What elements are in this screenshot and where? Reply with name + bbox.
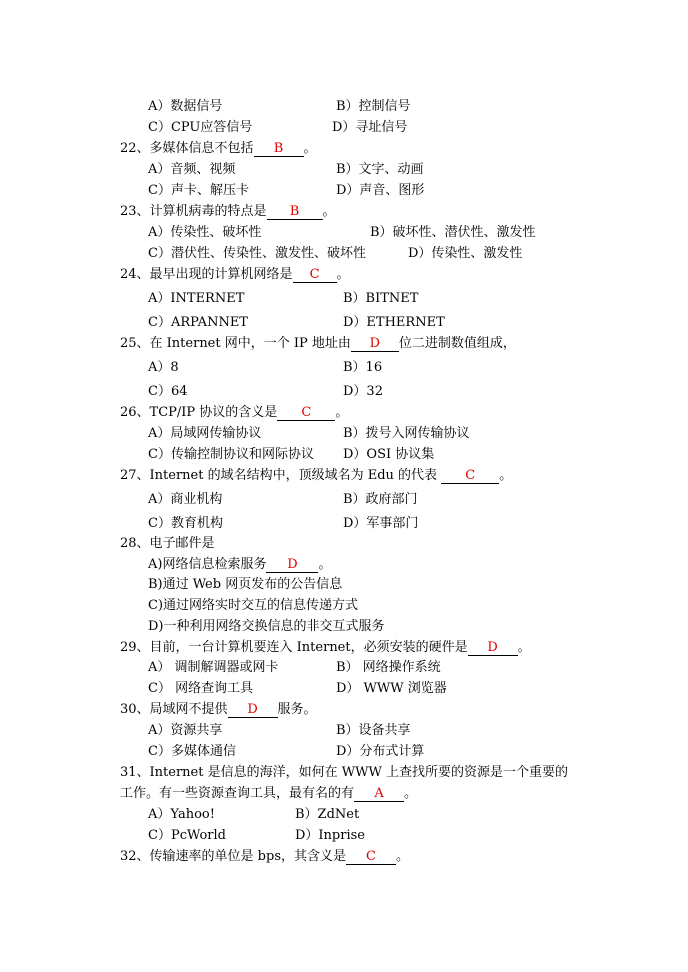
- answer-blank: D: [228, 702, 278, 718]
- text-line: C） 网络查询工具: [148, 681, 254, 696]
- text-line: D）OSI 协议集: [343, 447, 435, 462]
- text-line: C）PcWorld: [148, 828, 226, 843]
- question-line: [120, 266, 350, 284]
- text-line: D）Inprise: [295, 828, 365, 843]
- text-line: 31、Internet 是信息的海洋，如何在 WWW 上查找所要的资源是一个重要的: [120, 765, 568, 780]
- text-line: A）传染性、破坏性: [148, 225, 262, 240]
- answer-blank: C: [293, 267, 337, 283]
- text-line: C）教育机构: [148, 516, 223, 531]
- text-line: D）传染性、激发性: [408, 246, 523, 261]
- text-line: C）声卡、解压卡: [148, 183, 249, 198]
- answer-blank: A: [354, 786, 404, 802]
- text-line: D）声音、图形: [336, 183, 425, 198]
- question-suffix: 服务。: [277, 702, 317, 717]
- question-suffix: 。: [336, 267, 350, 282]
- question-text: 32、传输速率的单位是 bps，其含义是: [120, 849, 346, 864]
- answer-blank: B: [254, 141, 304, 157]
- question-text: 24、最早出现的计算机网络是: [120, 267, 293, 282]
- answer-blank: B: [267, 204, 323, 220]
- question-suffix: 。: [303, 141, 317, 156]
- text-line: A）数据信号: [148, 99, 223, 114]
- text-line: A）音频、视频: [148, 162, 236, 177]
- question-line: [148, 556, 331, 574]
- question-line: [120, 639, 531, 657]
- text-line: D） WWW 浏览器: [336, 681, 447, 696]
- text-line: A） 调制解调器或网卡: [148, 660, 279, 675]
- answer-blank: C: [277, 405, 335, 421]
- question-suffix: 。: [335, 405, 349, 420]
- text-line: B）16: [343, 360, 383, 375]
- question-text: 27、Internet 的域名结构中，顶级域名为 Edu 的代表: [120, 468, 442, 483]
- text-line: C）CPU应答信号: [148, 120, 253, 135]
- text-line: A）商业机构: [148, 492, 223, 507]
- question-suffix: 。: [322, 204, 336, 219]
- text-line: D）32: [343, 384, 383, 399]
- text-line: B）破坏性、潜伏性、激发性: [370, 225, 536, 240]
- text-line: B）控制信号: [336, 99, 411, 114]
- answer-blank: C: [346, 849, 396, 865]
- text-line: A）资源共享: [148, 723, 223, 738]
- question-text: 25、在 Internet 网中，一个 IP 地址由: [120, 336, 351, 351]
- question-text: 22、多媒体信息不包括: [120, 141, 254, 156]
- question-text: 30、局域网不提供: [120, 702, 228, 717]
- text-line: B)通过 Web 网页发布的公告信息: [148, 577, 343, 592]
- text-line: A）Yahoo!: [148, 807, 215, 822]
- question-text: A)网络信息检索服务: [148, 557, 267, 572]
- text-line: C)通过网络实时交互的信息传递方式: [148, 598, 359, 613]
- question-suffix: 位二进制数值组成，: [398, 336, 516, 351]
- question-text: 29、目前，一台计算机要连入 Internet，必须安装的硬件是: [120, 640, 468, 655]
- answer-blank: C: [441, 468, 499, 484]
- text-line: C）潜伏性、传染性、激发性、破坏性: [148, 246, 366, 261]
- text-line: 28、电子邮件是: [120, 536, 215, 551]
- text-line: D）军事部门: [343, 516, 419, 531]
- text-line: B）BITNET: [343, 291, 419, 306]
- text-line: D）分布式计算: [336, 744, 425, 759]
- text-line: A）8: [148, 360, 179, 375]
- question-line: [120, 701, 317, 719]
- text-line: B） 网络操作系统: [336, 660, 441, 675]
- question-suffix: 。: [396, 849, 410, 864]
- question-suffix: 。: [517, 640, 531, 655]
- question-suffix: 。: [318, 557, 332, 572]
- text-line: B）政府部门: [343, 492, 418, 507]
- text-line: D)一种利用网络交换信息的非交互式服务: [148, 619, 385, 634]
- question-line: [120, 335, 516, 353]
- question-text: 23、计算机病毒的特点是: [120, 204, 267, 219]
- text-line: C）传输控制协议和网际协议: [148, 447, 314, 462]
- text-line: B）拨号入网传输协议: [343, 426, 470, 441]
- question-text: 工作。有一些资源查询工具，最有名的有: [120, 786, 355, 801]
- text-line: A）局域网传输协议: [148, 426, 262, 441]
- question-line: [120, 203, 336, 221]
- question-suffix: 。: [499, 468, 513, 483]
- text-line: B）ZdNet: [295, 807, 360, 822]
- question-line: [120, 467, 512, 485]
- answer-blank: D: [351, 336, 399, 352]
- text-line: B）文字、动画: [336, 162, 424, 177]
- answer-blank: D: [468, 640, 518, 656]
- text-line: B）设备共享: [336, 723, 411, 738]
- question-line: [120, 140, 317, 158]
- text-line: D）ETHERNET: [343, 315, 445, 330]
- text-line: C）64: [148, 384, 188, 399]
- question-line: [120, 404, 348, 422]
- question-text: 26、TCP/IP 协议的含义是: [120, 405, 278, 420]
- question-line: [120, 785, 417, 803]
- text-line: D）寻址信号: [332, 120, 408, 135]
- text-line: C）多媒体通信: [148, 744, 236, 759]
- question-suffix: 。: [404, 786, 418, 801]
- answer-blank: D: [266, 557, 318, 573]
- text-line: A）INTERNET: [148, 291, 245, 306]
- text-line: C）ARPANNET: [148, 315, 248, 330]
- question-line: [120, 848, 409, 866]
